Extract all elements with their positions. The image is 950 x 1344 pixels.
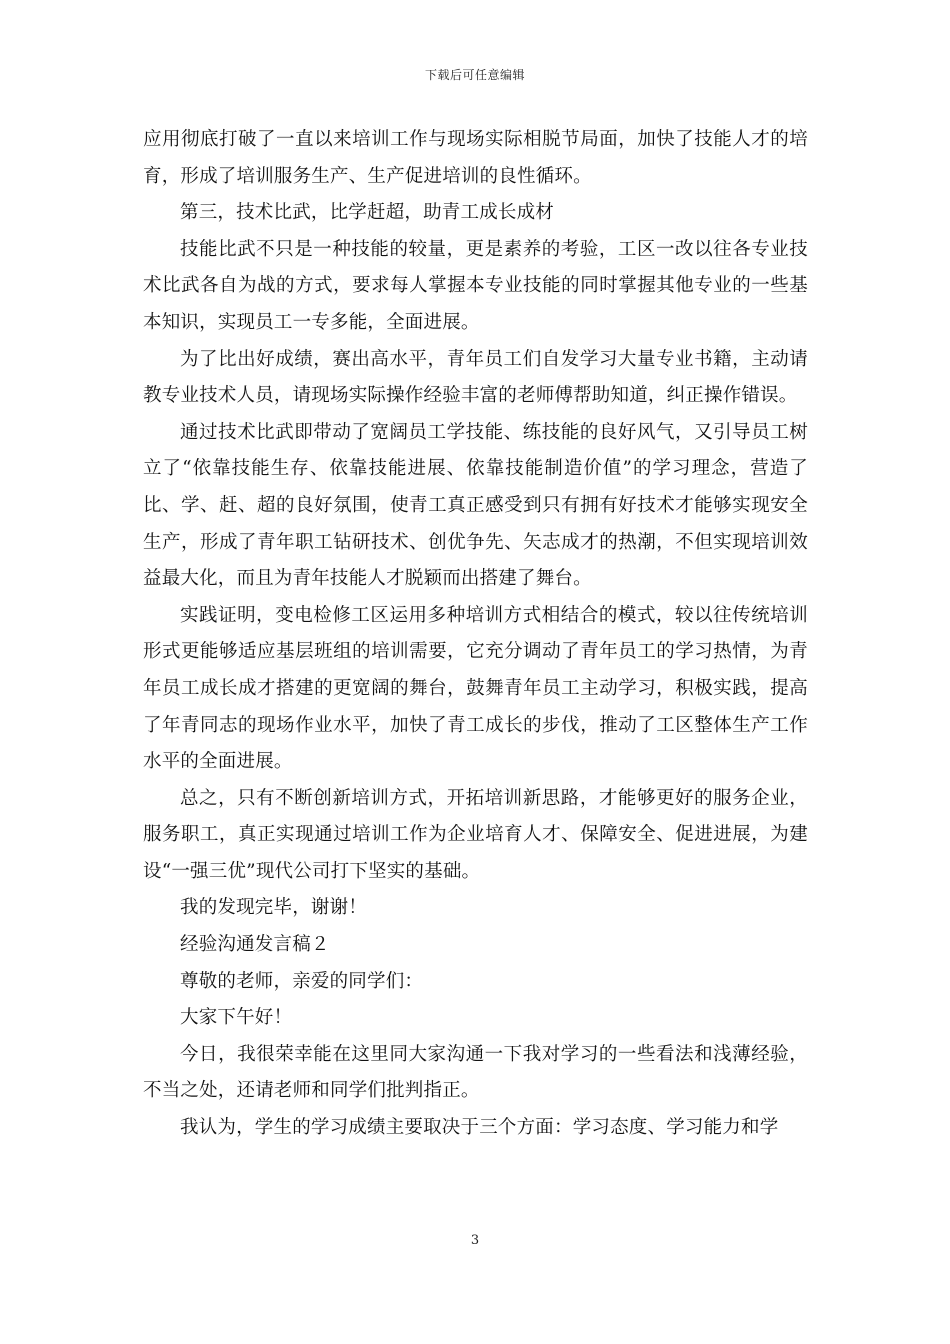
paragraph: 通过技术比武即带动了宽阔员工学技能、练技能的良好风气，又引导员工树立了“依靠技能生存、依靠技能进展、依靠技能制造价值”的学习理念，营造了比、学、赶、超的良好氛围，使青工真正感受到只有拥有好技术才能够实现安全生产，形成了青年职工钻研技术、创优争先、矢志成才的热潮，不但实现培训效益最大化，而且为青年技能人才脱颖而出搭建了舞台。 — [143, 421, 808, 590]
paragraph: 为了比出好成绩，赛出高水平，青年员工们自发学习大量专业书籍，主动请教专业技术人员，请现场实际操作经验丰富的老师傅帮助知道，纠正操作错误。 — [143, 348, 808, 407]
paragraph: 我认为，学生的学习成绩主要取决于三个方面：学习态度、学习能力和学 — [180, 1117, 779, 1139]
paragraph: 实践证明，变电检修工区运用多种培训方式相结合的模式，较以往传统培训形式更能够适应基层班组的培训需要，它充分调动了青年员工的学习热情，为青年员工成长成才搭建的更宽阔的舞台，鼓舞青年员工主动学习，积极实践，提高了年青同志的现场作业水平，加快了青工成长的步伐，推动了工区整体生产工作水平的全面进展。 — [143, 604, 808, 773]
paragraph: 我的发现完毕，谢谢！ — [180, 897, 368, 919]
section-heading: 第三，技术比武，比学赶超，助青工成长成材 — [180, 202, 555, 224]
greeting: 大家下午好！ — [180, 1007, 293, 1029]
page-number: 3 — [470, 1233, 480, 1248]
paragraph: 应用彻底打破了一直以来培训工作与现场实际相脱节局面，加快了技能人才的培育，形成了培训服务生产、生产促进培训的良性循环。 — [143, 129, 808, 187]
paragraph: 总之，只有不断创新培训方式，开拓培训新思路，才能够更好的服务企业，服务职工，真正实现通过培训工作为企业培育人才、保障安全、促进进展，为建设“一强三优”现代公司打下坚实的基础。 — [143, 787, 808, 882]
paragraph: 技能比武不只是一种技能的较量，更是素养的考验，工区一改以往各专业技术比武各自为战的方式，要求每人掌握本专业技能的同时掌握其他专业的一些基本知识，实现员工一专多能，全面进展。 — [143, 238, 808, 333]
document-title: 经验沟通发言稿２ — [180, 934, 330, 956]
paragraph: 今日，我很荣幸能在这里同大家沟通一下我对学习的一些看法和浅薄经验，不当之处，还请老师和同学们批判指正。 — [143, 1043, 808, 1102]
page-header: 下载后可任意编辑 — [424, 68, 525, 82]
document-body — [143, 122, 808, 1147]
salutation: 尊敬的老师，亲爱的同学们： — [180, 970, 424, 992]
